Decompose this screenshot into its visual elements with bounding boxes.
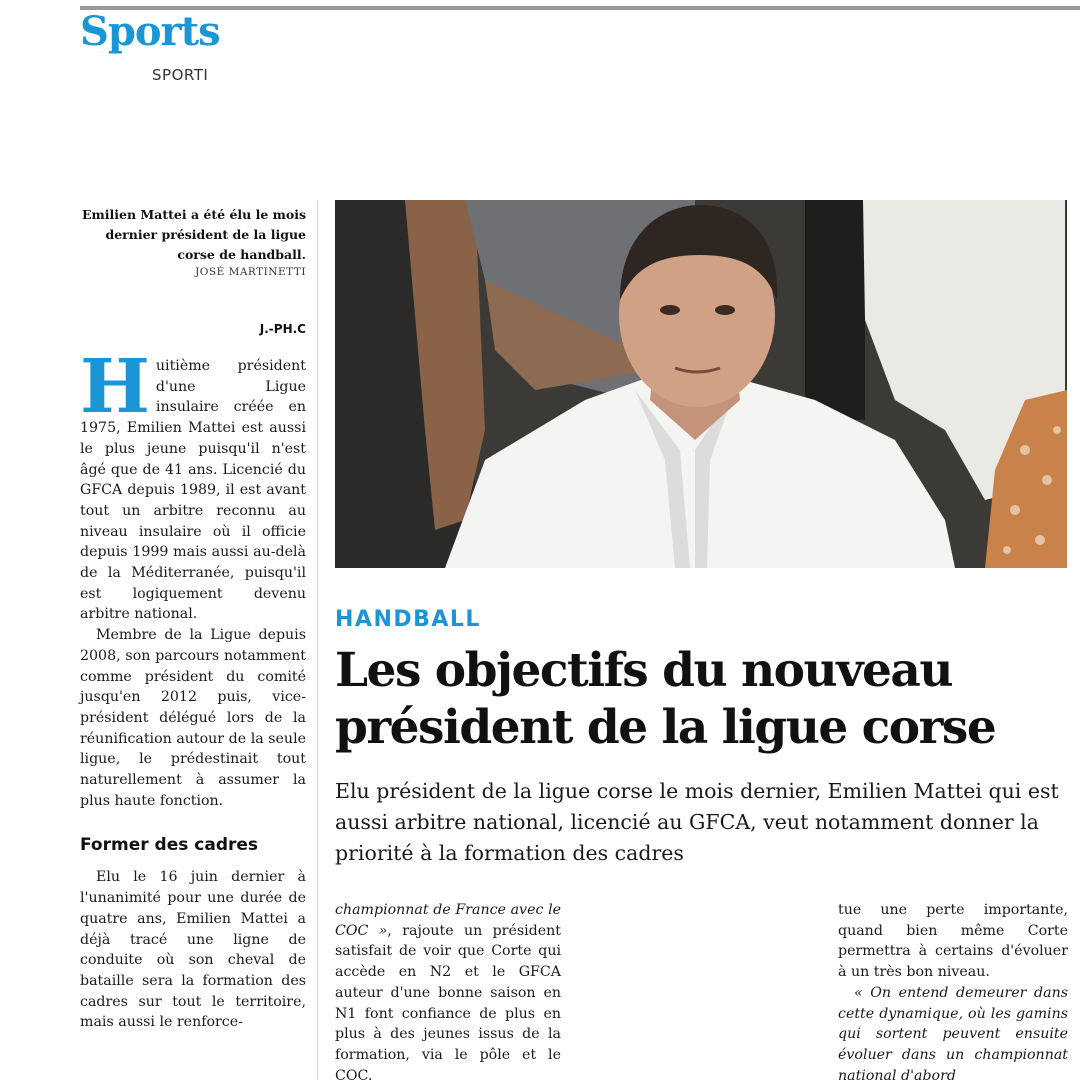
column-divider	[317, 200, 318, 1080]
section-title: Sports	[80, 8, 220, 55]
column-2-quote: championnat de France avec le COC »	[335, 902, 561, 939]
portrait-illustration	[335, 200, 1067, 568]
section-subtitle: SPORTI	[152, 66, 209, 84]
article-subhead: Former des cadres	[80, 835, 259, 856]
body-column-3	[838, 900, 1068, 1086]
column-3-quote: « On entend demeurer dans cette dynamique, où les gamins qui sortent peuvent ensuite évoluer dans un championnat national d'abord	[838, 984, 1068, 1084]
column-2-text: , rajoute un président satisfait de voir que Corte qui accède en N2 et le GFCA auteur d'une bonne saison en N1 font confiance de plus en plus à des jeunes issus de la formation, via le pôle et le COC.	[335, 922, 561, 1084]
photo-caption: Emilien Mattei a été élu le mois dernier président de la ligue corse de handball.	[82, 207, 306, 262]
column-2-paragraph	[335, 900, 561, 1086]
drop-cap: H	[80, 344, 150, 430]
article-paragraph-3: Elu le 16 juin dernier à l'unanimité pour une durée de quatre ans, Emilien Mattei a déjà tracé une ligne de conduite où son cheval de bataille sera la formation des cadres sur tout le territoire, mais aussi le renforce-	[80, 869, 306, 1031]
paragraph-1-text: uitième président d'une Ligue insulaire créée en 1975, Emilien Mattei est aussi le plus jeune puisqu'il n'est âgé que de 41 ans. Licencié du GFCA depuis 1989, il est avant tout un arbitre reconnu au niveau insulaire où il officie depuis 1999 mais aussi au-delà de la Méditerranée, puisqu'il est logiquement devenu arbitre national.	[80, 358, 306, 623]
article-paragraph-1	[80, 344, 306, 625]
body-column-2	[335, 900, 561, 1086]
article-paragraph-2: Membre de la Ligue depuis 2008, son parcours notamment comme président du comité jusqu'en 2012 puis, vice-président délégué lors de la réunification autour de la seule ligue, le prédestinait tout naturellement à assumer la plus haute fonction.	[80, 627, 306, 809]
article-kicker: HANDBALL	[335, 607, 481, 632]
photo-credit: JOSÉ MARTINETTI	[195, 266, 306, 278]
article-author: J.-PH.C	[259, 322, 306, 336]
top-rule	[80, 6, 1080, 10]
article-photo	[335, 200, 1067, 568]
left-column	[80, 205, 306, 1033]
article-headline: Les objectifs du nouveau président de la ligue corse	[335, 643, 996, 755]
column-3-paragraph: tue une perte importante, quand bien même Corte permettra à certains d'évoluer à un très bon niveau.	[838, 902, 1068, 981]
article-standfirst: Elu président de la ligue corse le mois dernier, Emilien Mattei qui est aussi arbitre national, licencié au GFCA, veut notamment donner la priorité à la formation des cadres	[335, 779, 1059, 865]
